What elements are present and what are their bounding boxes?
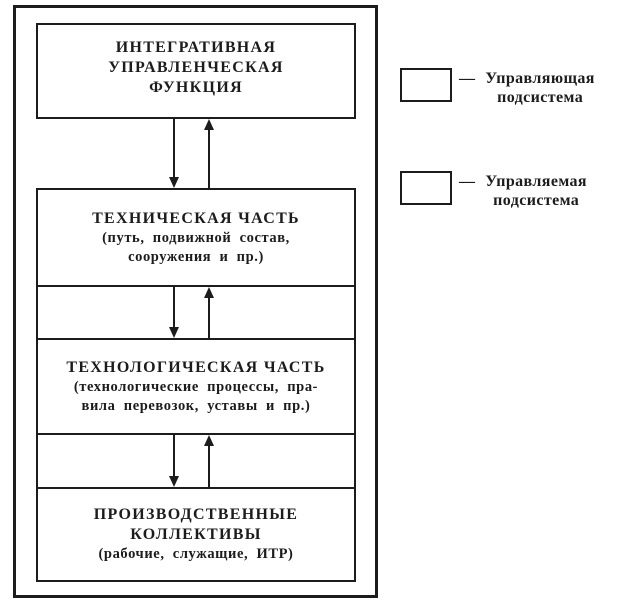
- arrow-head: [169, 327, 179, 338]
- down-arrow-technological-to-production: [169, 435, 179, 487]
- arrow-head: [204, 119, 214, 130]
- title-line: УПРАВЛЕНЧЕСКАЯ: [108, 59, 284, 76]
- legend-label-line: Управляемая: [485, 173, 587, 190]
- legend-entry-controlled-subsystem: [459, 172, 587, 210]
- production-box-detail: (рабочие, служащие, ИТР): [98, 546, 294, 562]
- title-line: ПРОИЗВОДСТВЕННЫЕ: [93, 506, 299, 523]
- technological-part-box: [38, 338, 354, 433]
- technical-box-detail: [102, 229, 290, 267]
- integrative-function-box: [36, 23, 356, 119]
- legend-entry-controlling-subsystem: [459, 69, 595, 107]
- arrow-head: [204, 435, 214, 446]
- subsystem-stack: [36, 188, 356, 582]
- arrow-shaft: [208, 295, 210, 338]
- arrow-shaft: [208, 443, 210, 487]
- legend-label: [485, 69, 594, 107]
- arrow-shaft: [173, 287, 175, 330]
- legend-dash: —: [459, 70, 476, 87]
- arrow-head: [204, 287, 214, 298]
- detail-line: (технологические процессы, пра-: [73, 378, 319, 395]
- legend-label-line: подсистема: [497, 89, 584, 106]
- exchange-strip-1: [38, 285, 354, 338]
- technological-box-detail: [74, 378, 318, 416]
- arrow-head: [169, 476, 179, 487]
- arrow-head: [169, 177, 179, 188]
- detail-line: (путь, подвижной состав,: [102, 229, 290, 246]
- legend-label-line: подсистема: [493, 192, 580, 209]
- legend-dash: —: [459, 173, 476, 190]
- up-arrow-production-to-technological: [204, 435, 214, 487]
- legend-swatch-controlled-subsystem: [400, 171, 452, 205]
- detail-line: сооружения и пр.): [128, 248, 264, 265]
- down-arrow-integrative-to-technical: [169, 119, 179, 188]
- title-line: ФУНКЦИЯ: [149, 79, 243, 96]
- arrow-shaft: [208, 127, 210, 188]
- title-line: ИНТЕГРАТИВНАЯ: [115, 39, 277, 56]
- arrow-shaft: [173, 119, 175, 180]
- legend-swatch-controlling-subsystem: [400, 68, 452, 102]
- arrow-shaft: [173, 435, 175, 479]
- legend-label-line: Управляющая: [485, 70, 595, 87]
- technical-box-title: ТЕХНИЧЕСКАЯ ЧАСТЬ: [92, 209, 300, 227]
- detail-line: вила перевозок, уставы и пр.): [81, 397, 311, 414]
- production-box-title: [94, 505, 298, 545]
- down-arrow-technical-to-technological: [169, 287, 179, 338]
- up-arrow-technological-to-technical: [204, 287, 214, 338]
- technological-box-title: ТЕХНОЛОГИЧЕСКАЯ ЧАСТЬ: [66, 358, 326, 376]
- up-arrow-technical-to-integrative: [204, 119, 214, 188]
- exchange-strip-2: [38, 433, 354, 487]
- production-collectives-box: [38, 487, 354, 580]
- integrative-box-title: [108, 38, 283, 98]
- technical-part-box: [38, 190, 354, 285]
- title-line: КОЛЛЕКТИВЫ: [130, 526, 262, 543]
- legend-label: [485, 172, 587, 210]
